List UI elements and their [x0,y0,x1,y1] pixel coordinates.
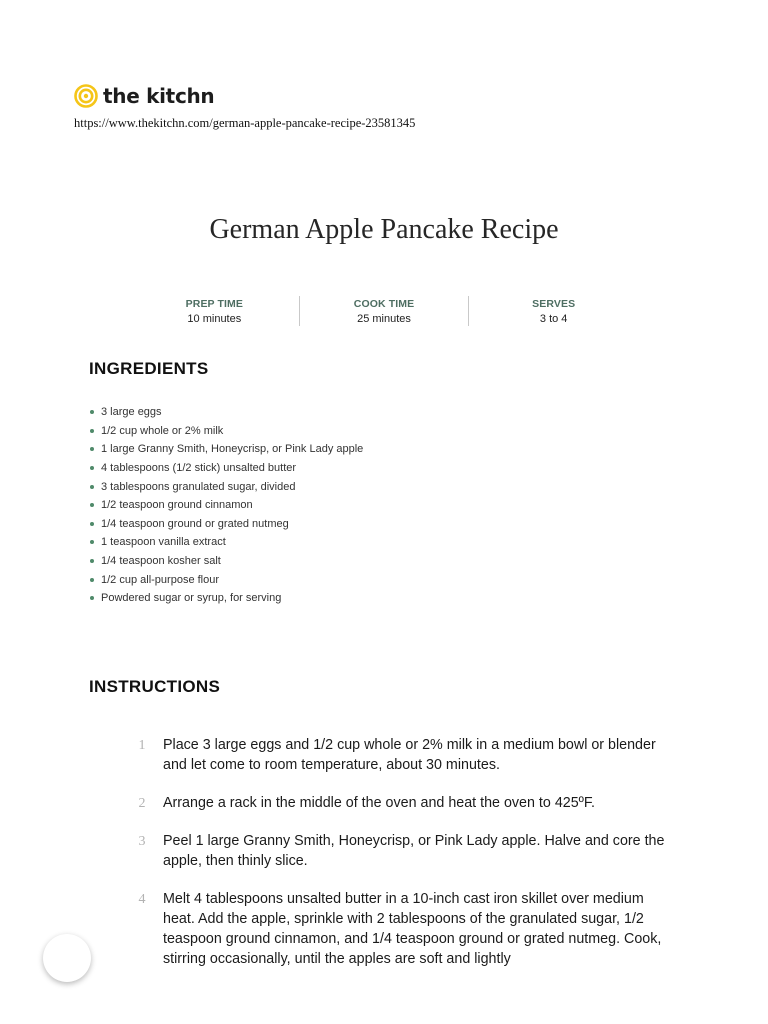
meta-label: SERVES [532,298,576,310]
step-text: Melt 4 tablespoons unsalted butter in a 10-inch cast iron skillet over medium heat. Add the apple, sprinkle with 2 tablespoons of the granulated sugar, 1/2 teaspoon ground cinnamon, and 1/4 teaspoon ground or grated nutmeg. Cook, stirring occasionally, until the apples are soft and lightly [163,891,662,967]
brand-name: the kitchn [103,84,215,108]
ingredient-text: 1 teaspoon vanilla extract [101,536,226,549]
step-number: 1 [138,738,146,753]
ingredient-text: 3 large eggs [101,406,162,419]
meta-prep-time [130,296,299,326]
instructions-heading: INSTRUCTIONS [89,677,221,696]
ingredient-item [90,552,363,571]
meta-value: 10 minutes [187,313,242,325]
ingredient-text: 1/4 teaspoon ground or grated nutmeg [101,517,289,530]
bullet-icon [90,559,94,563]
step-text: Peel 1 large Granny Smith, Honeycrisp, or Pink Lady apple. Halve and core the apple, then thinly slice. [163,833,665,869]
ingredient-text: 4 tablespoons (1/2 stick) unsalted butter [101,462,297,475]
meta-value: 25 minutes [357,313,411,325]
bullet-icon [90,503,94,507]
step-text: Place 3 large eggs and 1/2 cup whole or 2% milk in a medium bowl or blender and let come to room temperature, about 30 minutes. [163,737,656,773]
floating-action-button[interactable] [43,934,91,982]
step-text: Arrange a rack in the middle of the oven and heat the oven to 425ºF. [163,795,596,811]
ingredient-text: 1 large Granny Smith, Honeycrisp, or Pink Lady apple [101,443,364,456]
ingredients-heading: INGREDIENTS [89,359,209,378]
ingredient-item [90,403,363,422]
meta-serves [468,296,638,326]
step-number: 4 [138,892,146,907]
ingredient-text: 1/2 cup all-purpose flour [101,573,220,586]
ingredient-item [90,496,363,515]
meta-value: 3 to 4 [539,313,568,325]
meta-label: COOK TIME [353,298,415,310]
ingredient-item [90,440,363,459]
bullet-icon [90,596,94,600]
ingredient-item [90,515,363,534]
bullet-icon [90,447,94,451]
ingredient-text: 3 tablespoons granulated sugar, divided [101,480,296,493]
ingredient-item [90,533,363,552]
bullet-icon [90,466,94,470]
ingredient-text: 1/2 cup whole or 2% milk [101,424,224,437]
meta-cook-time [299,296,469,326]
step-number: 3 [138,834,146,849]
bullet-icon [90,540,94,544]
recipe-meta [130,296,638,326]
bullet-icon [90,429,94,433]
ingredient-text: Powdered sugar or syrup, for serving [101,592,282,605]
ingredients-list [90,403,363,608]
spiral-icon [74,84,98,108]
ingredient-item [90,459,363,478]
ingredient-text: 1/4 teaspoon kosher salt [101,555,221,568]
bullet-icon [90,485,94,489]
page-url: https://www.thekitchn.com/german-apple-pancake-recipe-23581345 [74,116,416,130]
bullet-icon [90,410,94,414]
site-logo[interactable] [74,83,214,109]
bullet-icon [90,578,94,582]
ingredient-item [90,422,363,441]
ingredient-text: 1/2 teaspoon ground cinnamon [101,499,253,512]
ingredient-item [90,570,363,589]
bullet-icon [90,522,94,526]
meta-label: PREP TIME [185,298,243,310]
step-number: 2 [138,796,146,811]
ingredient-item [90,477,363,496]
ingredient-item [90,589,363,608]
page-title: German Apple Pancake Recipe [209,214,559,245]
